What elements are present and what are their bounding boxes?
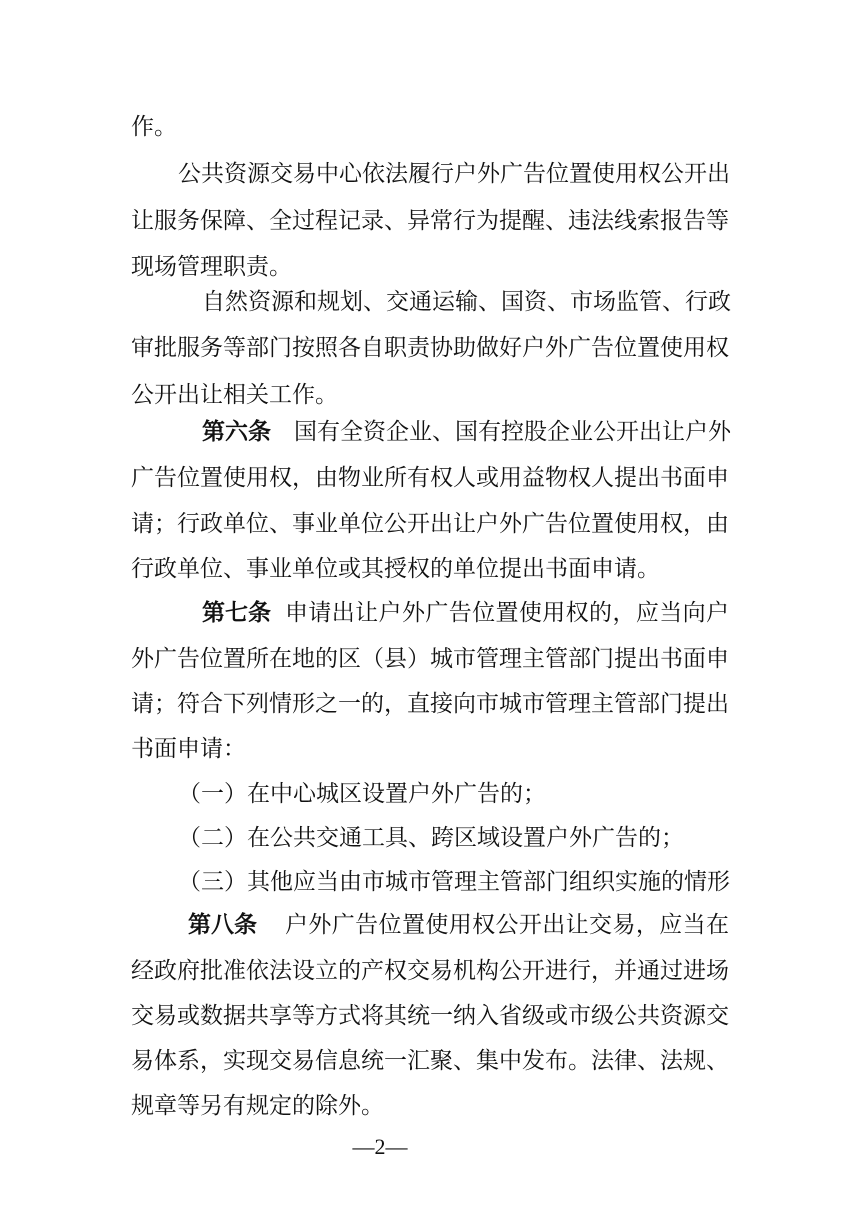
- line-text: 户外广告位置使用权公开出让交易，应当在: [285, 912, 729, 938]
- paragraph-line: [0, 726, 860, 772]
- paragraph-line: [0, 681, 860, 727]
- article-number: 第七条: [202, 599, 271, 626]
- paragraph-line: [0, 104, 860, 150]
- article-heading-line: [0, 409, 860, 455]
- line-text: 让服务保障、全过程记录、异常行为提醒、违法线索报告等: [131, 208, 729, 234]
- article-heading-line: [0, 902, 860, 948]
- line-text: 申请出让户外广告位置使用权的，应当向户: [285, 600, 729, 626]
- line-text: （一）在中心城区设置户外广告的；: [178, 781, 546, 807]
- line-text: 易体系，实现交易信息统一汇聚、集中发布。法律、法规、: [131, 1048, 729, 1074]
- paragraph-line: [0, 501, 860, 547]
- article-number: 第六条: [202, 418, 271, 445]
- list-item: [0, 771, 860, 817]
- paragraph-line: [0, 151, 860, 197]
- line-text: 现场管理职责。: [131, 254, 292, 280]
- line-text: 外广告位置所在地的区（县）城市管理主管部门提出书面申: [131, 646, 729, 672]
- line-text: 自然资源和规划、交通运输、国资、市场监管、行政: [202, 289, 731, 315]
- line-text: 国有全资企业、国有控股企业公开出让户外: [294, 419, 731, 445]
- article-number: 第八条: [188, 911, 257, 938]
- line-text: 书面申请：: [131, 736, 246, 762]
- line-text: 公开出让相关工作。: [131, 382, 338, 408]
- line-text: 经政府批准依法设立的产权交易机构公开进行，并通过进场: [131, 958, 729, 984]
- list-item: [0, 815, 860, 861]
- paragraph-line: [0, 546, 860, 592]
- article-heading-line: [0, 590, 860, 636]
- line-text: 公共资源交易中心依法履行户外广告位置使用权公开出: [178, 161, 730, 187]
- line-text: 行政单位、事业单位或其授权的单位提出书面申请。: [131, 556, 660, 582]
- paragraph-line: [0, 1083, 860, 1129]
- line-text: （三）其他应当由市城市管理主管部门组织实施的情形: [178, 869, 730, 895]
- page-number: —2—: [352, 1134, 408, 1159]
- line-text: 广告位置使用权，由物业所有权人或用益物权人提出书面申: [131, 465, 729, 491]
- paragraph-line: [0, 1038, 860, 1084]
- line-text: 交易或数据共享等方式将其统一纳入省级或市级公共资源交: [131, 1003, 729, 1029]
- paragraph-line: [0, 325, 860, 371]
- paragraph-line: [0, 948, 860, 994]
- line-text: （二）在公共交通工具、跨区域设置户外广告的；: [178, 825, 684, 851]
- line-text: 作。: [131, 114, 177, 140]
- paragraph-line: [0, 279, 860, 325]
- list-item: [0, 859, 860, 905]
- line-text: 请；符合下列情形之一的，直接向市城市管理主管部门提出: [131, 691, 729, 717]
- line-text: 请；行政单位、事业单位公开出让户外广告位置使用权，由: [131, 511, 729, 537]
- paragraph-line: [0, 455, 860, 501]
- paragraph-line: [0, 993, 860, 1039]
- line-text: 规章等另有规定的除外。: [131, 1093, 384, 1119]
- line-text: 审批服务等部门按照各自职责协助做好户外广告位置使用权: [131, 335, 729, 361]
- paragraph-line: [0, 198, 860, 244]
- paragraph-line: [0, 636, 860, 682]
